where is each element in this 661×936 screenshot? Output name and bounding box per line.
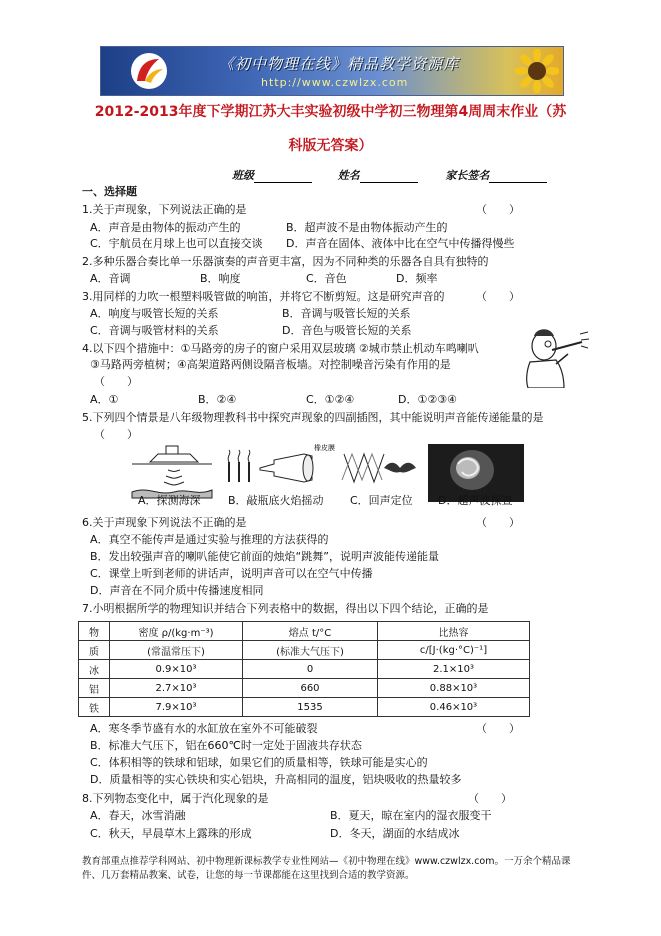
- q1-stem: 1.关于声现象，下列说法正确的是: [82, 203, 247, 216]
- q1-paren: （ ）: [476, 203, 520, 216]
- parent-sign-label: 家长签名: [445, 169, 490, 182]
- q1-option-c: C．宇航员在月球上也可以直接交谈: [90, 237, 263, 250]
- parent-sign-blank: [489, 171, 547, 183]
- document-title-line1: 2012-2013年度下学期江苏大丰实验初级中学初三物理第4周周末作业（苏: [94, 104, 567, 120]
- q2-option-a: A．音调: [90, 272, 131, 285]
- q7-stem: 7.小明根据所学的物理知识并结合下列表格中的数据，得出以下四个结论，正确的是: [82, 602, 489, 615]
- q4-option-d: D．①②③④: [398, 393, 457, 406]
- q3-option-b: B．音调与吸管长短的关系: [282, 307, 411, 320]
- table-header-sub1: 物: [79, 622, 110, 641]
- q3-option-a: A．响度与吸管长短的关系: [90, 307, 219, 320]
- student-info-row: [232, 168, 547, 183]
- q1-option-b: B．超声波不是由物体振动产生的: [286, 221, 448, 234]
- figure-bat-echo: [342, 454, 416, 482]
- table-header-melt: 熔点 t/°C: [243, 622, 378, 641]
- q1-option-d: D．声音在固体、液体中比在空气中传播得慢些: [286, 237, 515, 250]
- table-header-heat: 比热容: [378, 622, 530, 641]
- banner-url: http://www.czwlzx.com: [261, 76, 409, 89]
- q4-line2: ③马路两旁植树；④高架道路两侧设隔音板墙。对控制噪音污染有作用的是: [90, 358, 451, 371]
- q8-stem: 8.下列物态变化中，属于汽化现象的是: [82, 792, 269, 805]
- table-header-row-1: [79, 622, 530, 641]
- name-blank: [360, 171, 418, 183]
- q3-stem: 3.用同样的力吹一根塑料吸管做的响笛，并将它不断剪短。这是研究声音的: [82, 290, 445, 303]
- q3-option-c: C．音调与吸管材料的关系: [90, 324, 219, 337]
- sunflower-icon: [515, 49, 559, 93]
- q4-paren: （ ）: [94, 375, 138, 388]
- q8-paren: （ ）: [468, 792, 512, 805]
- q5-line1: 5.下列四个情景是八年级物理教科书中探究声现象的四副插图，其中能说明声音能传递能量的是: [82, 411, 544, 424]
- q2-option-b: B．响度: [200, 272, 241, 285]
- table-header-heat-unit: c/[J·(kg·°C)⁻¹]: [378, 641, 530, 660]
- cell-substance: 冰: [79, 660, 110, 679]
- q7-paren: （ ）: [476, 722, 520, 735]
- cell-density: 2.7×10³: [110, 679, 243, 698]
- cell-heat: 2.1×10³: [378, 660, 530, 679]
- q8-option-c: C．秋天，早晨草木上露珠的形成: [90, 827, 252, 840]
- q5-caption-a: A．探测海深: [138, 494, 201, 507]
- table-header-row-2: [79, 641, 530, 660]
- q2-option-d: D．频率: [396, 272, 438, 285]
- q4-option-c: C．①②④: [306, 393, 355, 406]
- q3-option-d: D．音色与吸管长短的关系: [282, 324, 412, 337]
- q6-paren: （ ）: [476, 516, 520, 529]
- q6-option-b: B．发出较强声音的喇叭能使它前面的烛焰“跳舞”，说明声波能传递能量: [90, 550, 439, 563]
- page-footer: [82, 855, 582, 883]
- table-row: [79, 660, 530, 679]
- section-heading: 一、选择题: [82, 185, 137, 198]
- site-banner: [100, 46, 564, 96]
- q6-option-d: D．声音在不同介质中传播速度相同: [90, 584, 264, 597]
- q5-caption-d: D．超声波探查: [438, 494, 513, 507]
- q7-option-c: C．体积相等的铁球和铝球，如果它们的质量相等，铁球可能是实心的: [90, 756, 428, 769]
- table-header-sub2: 质: [79, 641, 110, 660]
- table-header-density: 密度 ρ/(kg·m⁻³): [110, 622, 243, 641]
- q1-option-a: A．声音是由物体的振动产生的: [90, 221, 241, 234]
- straw-whistle-illustration: [518, 324, 590, 388]
- q3-paren: （ ）: [476, 290, 520, 303]
- site-logo-icon: [129, 51, 169, 91]
- cell-melt: 0: [243, 660, 378, 679]
- table-header-density-cond: (常温常压下): [110, 641, 243, 660]
- class-label: 班级: [232, 169, 254, 182]
- class-blank: [254, 171, 312, 183]
- material-properties-table: [78, 621, 530, 717]
- q5-caption-b: B．敲瓶底火焰摇动: [228, 494, 324, 507]
- cell-heat: 0.88×10³: [378, 679, 530, 698]
- q7-option-d: D．质量相等的实心铁块和实心铝块，升高相同的温度，铝块吸收的热量较多: [90, 773, 462, 786]
- q5-paren: （ ）: [94, 428, 138, 441]
- cell-melt: 660: [243, 679, 378, 698]
- q2-stem: 2.多种乐器合奏比单一乐器演奏的声音更丰富，因为不同种类的乐器各自具有独特的: [82, 255, 489, 268]
- q6-stem: 6.关于声现象下列说法不正确的是: [82, 516, 247, 529]
- cell-density: 7.9×10³: [110, 698, 243, 717]
- q6-option-c: C．课堂上听到老师的讲话声，说明声音可以在空气中传播: [90, 567, 373, 580]
- figure-bottle-flame: [228, 443, 335, 482]
- table-row: [79, 698, 530, 717]
- table-row: [79, 679, 530, 698]
- q2-option-c: C．音色: [306, 272, 347, 285]
- document-title-line2: 科版无答案）: [288, 138, 373, 154]
- q8-option-b: B．夏天，晾在室内的湿衣服变干: [330, 809, 492, 822]
- cell-substance: 铁: [79, 698, 110, 717]
- footer-line1: 教育部重点推荐学科网站、初中物理新课标教学专业性网站—《初中物理在线》www.czwlzx.com。一万余个精品课: [82, 856, 571, 867]
- footer-line2: 件、几万套精品教案、试卷，让您的每一节课都能在这里找到合适的教学资源。: [82, 870, 415, 881]
- figure-sea-depth: [132, 446, 212, 498]
- q7-option-a: A．寒冬季节盛有水的水缸放在室外不可能破裂: [90, 722, 318, 735]
- q7-option-b: B．标准大气压下，铝在660℃时一定处于固液共存状态: [90, 739, 362, 752]
- q6-option-a: A．真空不能传声是通过实验与推理的方法获得的: [90, 533, 329, 546]
- banner-title: 《初中物理在线》精品教学资源库: [219, 55, 460, 73]
- q4-option-b: B．②④: [198, 393, 237, 406]
- name-label: 姓名: [337, 169, 360, 182]
- q5-caption-c: C．回声定位: [350, 494, 413, 507]
- q8-option-d: D．冬天，湖面的水结成冰: [330, 827, 460, 840]
- cell-heat: 0.46×10³: [378, 698, 530, 717]
- cell-melt: 1535: [243, 698, 378, 717]
- cell-density: 0.9×10³: [110, 660, 243, 679]
- cell-substance: 铝: [79, 679, 110, 698]
- q4-option-a: A．①: [90, 393, 119, 406]
- table-header-melt-cond: (标准大气压下): [243, 641, 378, 660]
- film-label: 橡皮膜: [314, 444, 335, 452]
- q4-line1: 4.以下四个措施中：①马路旁的房子的窗户采用双层玻璃 ②城市禁止机动车鸣喇叭: [82, 342, 479, 355]
- q8-option-a: A．春天，冰雪消融: [90, 809, 186, 822]
